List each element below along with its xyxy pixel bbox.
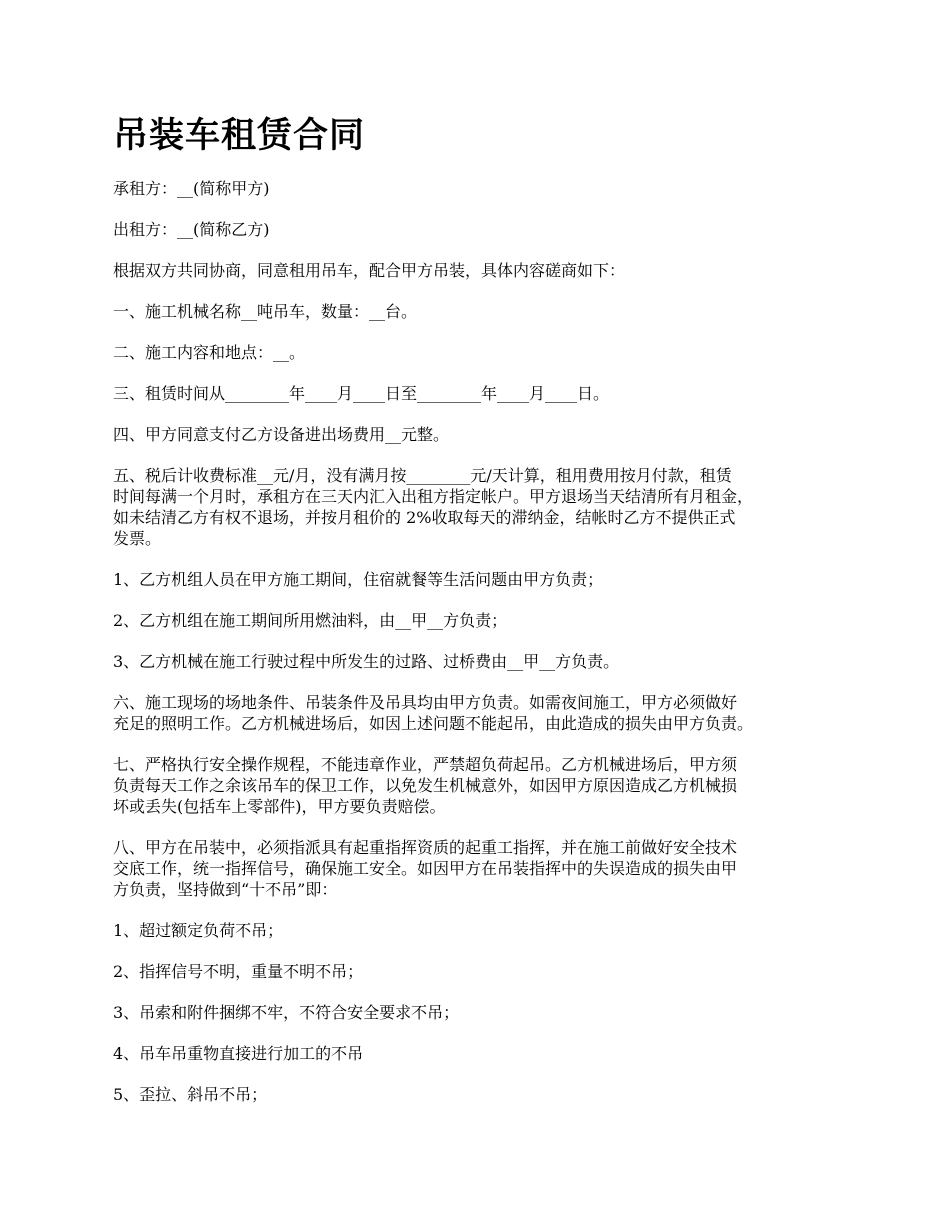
clause-lessor: 出租方：__(简称乙方) — [113, 220, 270, 239]
rule-item-2: 2、指挥信号不明，重量不明不吊； — [113, 962, 364, 981]
clause-7-safety: 七、严格执行安全操作规程，不能违章作业，严禁超负荷起吊。乙方机械进场后，甲方须 负责每天工作之余该吊车的保卫工作，以免发生机械意外，如因甲方原因造成乙方机械损 坏或丢失(包括车上零部件)，甲方要负责赔偿。 — [113, 755, 738, 816]
clause-4-entry-fee: 四、甲方同意支付乙方设备进出场费用__元整。 — [113, 425, 450, 444]
clause-5-fee-standard: 五、税后计收费标准__元/月，没有满月按________元/天计算，租用费用按月付款，租赁 时间每满一个月时，承租方在三天内汇入出租方指定帐户。甲方退场当天结清所有月租金， 如未结清乙方有权不退场，并按月租价的 2%收取每天的滞纳金，结帐时乙方不提供正式 发票。 — [113, 466, 754, 548]
clause-6-site-conditions: 六、施工现场的场地条件、吊装条件及吊具均由甲方负责。如需夜间施工，甲方必须做好 充足的照明工作。乙方机械进场后，如因上述问题不能起吊，由此造成的损失由甲方负责。 — [113, 693, 754, 733]
rule-item-1: 1、超过额定负荷不吊； — [113, 921, 284, 940]
clause-5-item-1: 1、乙方机组人员在甲方施工期间，住宿就餐等生活问题由甲方负责； — [113, 570, 604, 589]
clause-5-item-2: 2、乙方机组在施工期间所用燃油料，由__甲__方负责； — [113, 611, 508, 630]
contract-page — [113, 112, 853, 1125]
document-title: 吊装车租赁合同 — [113, 116, 366, 156]
clause-lessee: 承租方：__(简称甲方) — [113, 179, 270, 198]
rule-item-4: 4、吊车吊重物直接进行加工的不吊 — [113, 1044, 364, 1063]
rule-item-3: 3、吊索和附件捆绑不牢，不符合安全要求不吊； — [113, 1003, 460, 1022]
clause-2-content-location: 二、施工内容和地点：__。 — [113, 343, 306, 362]
clause-3-lease-period: 三、租赁时间从________年____月____日至________年____月____日。 — [113, 384, 610, 403]
clause-preamble: 根据双方共同协商，同意租用吊车，配合甲方吊装，具体内容磋商如下： — [113, 261, 626, 280]
rule-item-5: 5、歪拉、斜吊不吊； — [113, 1085, 268, 1104]
clause-8-command: 八、甲方在吊装中，必须指派具有起重指挥资质的起重工指挥，并在施工前做好安全技术 交底工作，统一指挥信号，确保施工安全。如因甲方在吊装指挥中的失误造成的损失由甲 方负责，坚持做到“十不吊”即： — [113, 838, 738, 899]
clause-5-item-3: 3、乙方机械在施工行驶过程中所发生的过路、过桥费由__甲__方负责。 — [113, 652, 620, 671]
clause-1-machinery: 一、施工机械名称__吨吊车，数量：__台。 — [113, 302, 418, 321]
